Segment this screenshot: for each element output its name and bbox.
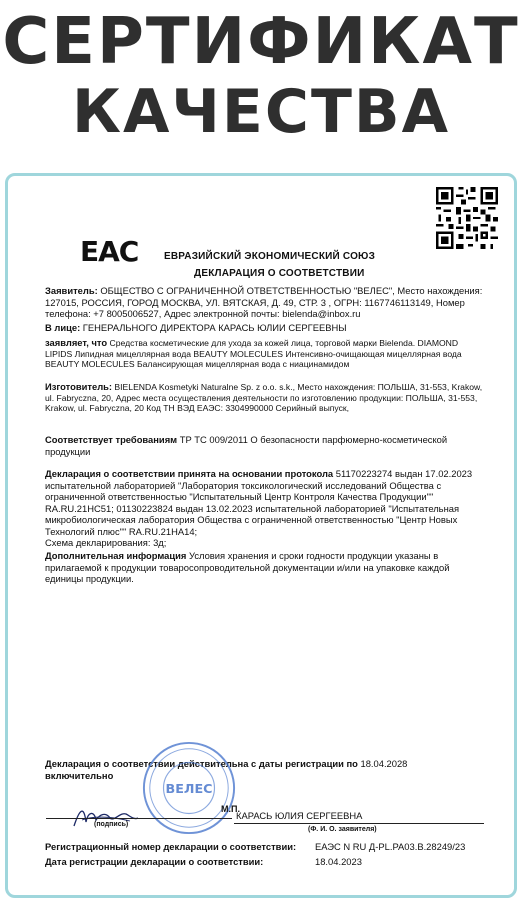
stamp-text: ВЕЛЕС	[165, 781, 213, 797]
regnum-value: ЕАЭС N RU Д-PL.PA03.B.28249/23	[315, 841, 466, 852]
declares-text: Средства косметические для ухода за кожей лица, торговой марки Bielenda. DIAMOND LIPIDS Липидная мицеллярная вода BEAUTY MOLECULES Интенсивно-очищающая мицеллярная вода BEAUTY MOLECULES Балансирующая мицеллярная вода с ниацинамидом	[45, 338, 462, 370]
signature-caption: (подпись)	[94, 821, 129, 828]
validity-tail: включительно	[45, 769, 114, 781]
regnum-label: Регистрационный номер декларации о соответствии:	[45, 841, 297, 852]
name-caption: (Ф. И. О. заявителя)	[308, 826, 377, 833]
requirements-label: Соответствует требованиям	[45, 434, 178, 445]
manufacturer-section	[45, 382, 485, 414]
extra-info-label: Дополнительная информация	[45, 550, 187, 561]
declares-label: заявляет, что	[45, 337, 108, 348]
regdate-label: Дата регистрации декларации о соответствии:	[45, 856, 264, 867]
applicant-section	[45, 285, 485, 320]
validity-section	[45, 758, 485, 781]
company-stamp-icon	[140, 739, 238, 837]
requirements-section	[45, 434, 485, 457]
person-text: ГЕНЕРАЛЬНОГО ДИРЕКТОРА КАРАСЬ ЮЛИИ СЕРГЕЕВНЫ	[80, 322, 347, 333]
eac-logo: ЕАС	[80, 235, 139, 268]
manufacturer-text: BIELENDA Kosmetyki Naturalne Sp. z o.o. s.k., Место нахождения: ПОЛЬША, 31-553, Krakow, ul. Fabryczna, 20, Адрес места осуществления деятельности по изготовлению продукции: ПОЛЬША, 31-553, Krakow, ul. Fabryczna, 20 Код ТН ВЭД ЕАЭС: 3304990000 Серийный выпуск,	[45, 382, 483, 414]
declaration-title: ДЕКЛАРАЦИЯ О СООТВЕТСТВИИ	[194, 268, 365, 279]
qr-code-icon	[436, 187, 498, 249]
extra-info-section	[45, 550, 485, 585]
signer-name: КАРАСЬ ЮЛИЯ СЕРГЕЕВНА	[236, 810, 363, 821]
requirements-text: ТР ТС 009/2011 О безопасности парфюмерно-косметической продукции	[45, 434, 448, 457]
regdate-value: 18.04.2023	[315, 856, 362, 867]
manufacturer-label: Изготовитель:	[45, 381, 113, 392]
validity-date: 18.04.2028	[357, 758, 408, 769]
headline-line-1: СЕРТИФИКАТ	[2, 5, 520, 79]
person-section	[45, 322, 485, 334]
person-label: В лице:	[45, 322, 81, 333]
extra-info-text: Условия хранения и сроки годности продукции указаны в прилагаемой к продукции товаросопроводительной документации и/или на упаковке каждой единицы продукции.	[45, 550, 450, 585]
signature-line	[46, 818, 232, 819]
mp-label: М.П.	[221, 804, 240, 814]
name-line	[234, 823, 484, 824]
applicant-label: Заявитель:	[45, 285, 98, 296]
headline-line-2: КАЧЕСТВА	[71, 77, 451, 147]
applicant-text: ОБЩЕСТВО С ОГРАНИЧЕННОЙ ОТВЕТСТВЕННОСТЬЮ "ВЕЛЕС", Место нахождения: 127015, РОССИЯ, ГОРОД МОСКВА, УЛ. ВЯТСКАЯ, Д. 49, СТР. 3 , ОГРН: 1167746113149, Номер телефона: +7 8005006527, Адрес электронной почты: bielenda@inbox.ru	[45, 285, 483, 320]
validity-label: Декларация о соответствии действительна с даты регистрации по	[45, 758, 358, 769]
basis-section	[45, 468, 485, 538]
basis-label: Декларация о соответствии принята на основании протокола	[45, 468, 334, 479]
basis-text: 51170223274 выдан 17.02.2023 испытательной лабораторией "Лаборатория токсикологический исследований Общества с ограниченной ответственностью "Испытательный Центр Контроля Качества Продукции"" RA.RU.21НС51; 01130223824 выдан 13.02.2023 испытательной лабораторией "Испытательная микробиологическая лаборатория Общества с ограниченной ответственностью "Центр Новых Технологий плюс"" RA.RU.21НА14;	[45, 468, 473, 537]
union-title: ЕВРАЗИЙСКИЙ ЭКОНОМИЧЕСКИЙ СОЮЗ	[164, 251, 376, 262]
declaration-document	[8, 176, 514, 895]
declares-section	[45, 338, 485, 370]
certificate-frame	[5, 173, 517, 898]
scheme-line: Схема декларирования: 3д;	[45, 537, 167, 548]
